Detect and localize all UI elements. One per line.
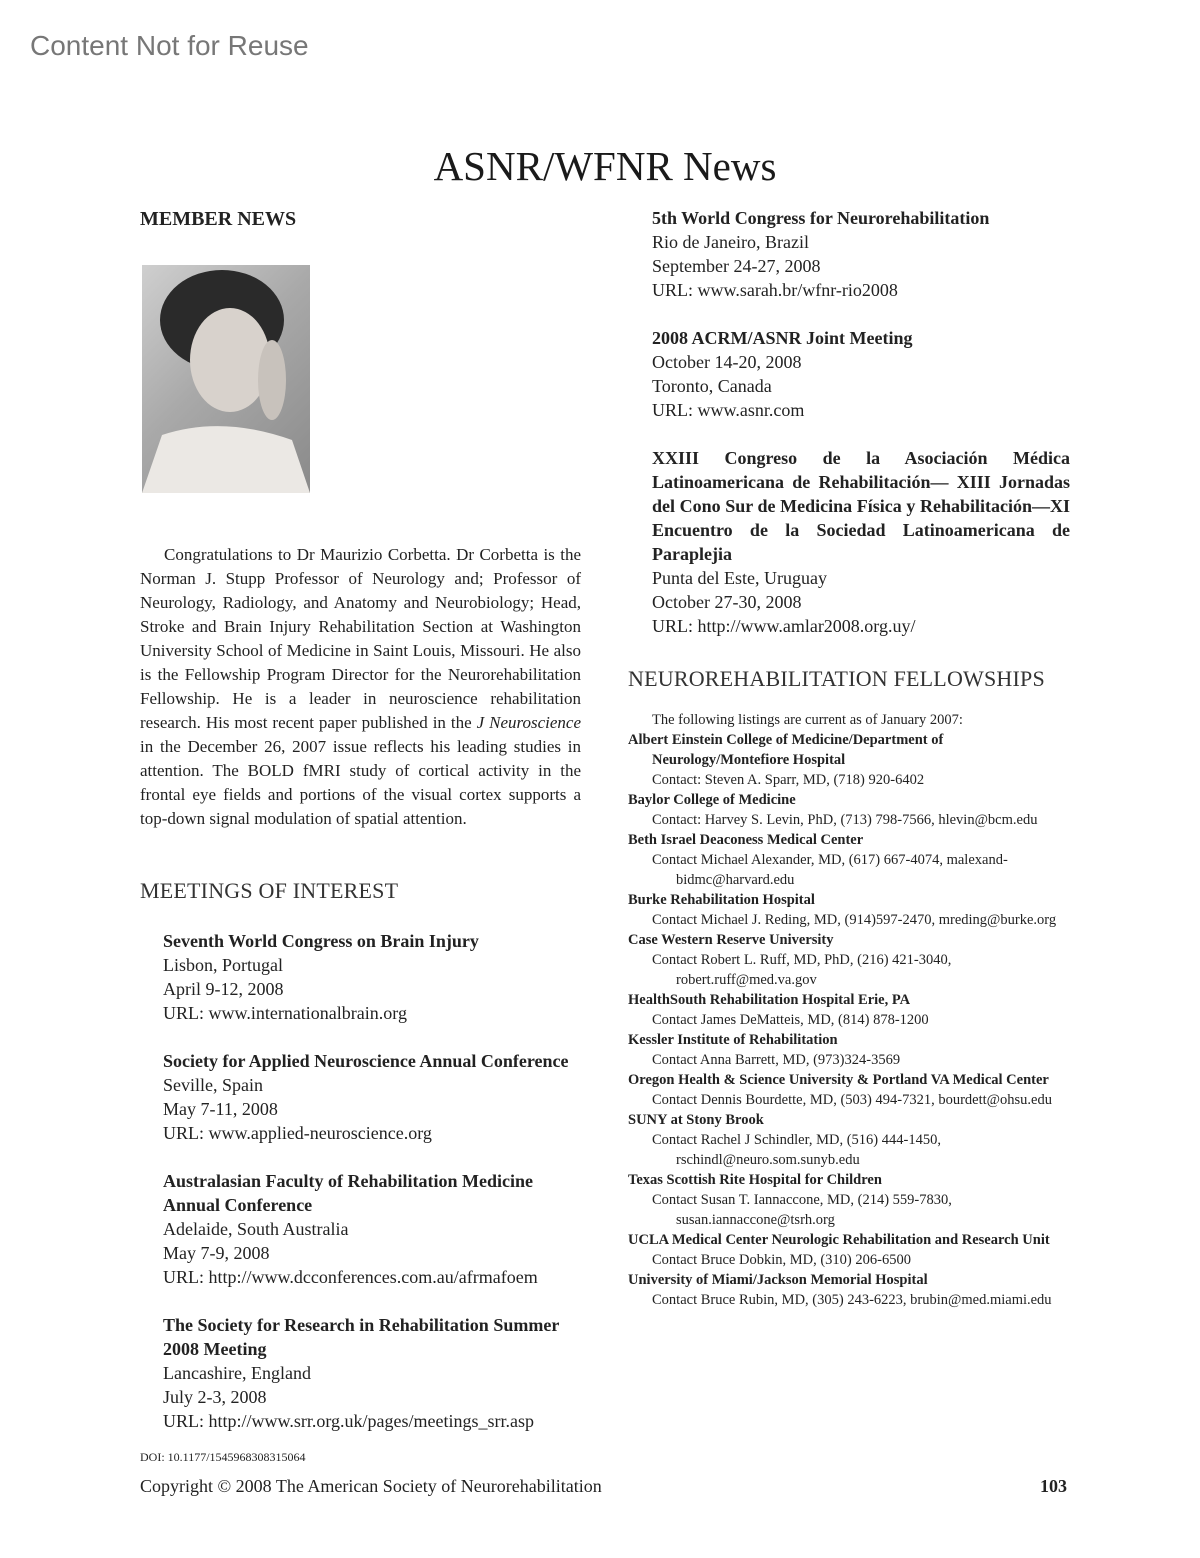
fellowship-contact: Contact Anna Barrett, MD, (973)324-3569	[652, 1052, 901, 1068]
fellowship-org: HealthSouth Rehabilitation Hospital Erie, PA	[628, 992, 911, 1008]
fellowship-contact: Contact Rachel J Schindler, MD, (516) 444-1450, rschindl@neuro.som.sunyb.edu	[652, 1132, 941, 1168]
meeting-place: Rio de Janeiro, Brazil	[652, 232, 809, 252]
meeting-date: Toronto, Canada	[652, 376, 772, 396]
fellowship-contact: Contact: Harvey S. Levin, PhD, (713) 798-7566, hlevin@bcm.edu	[652, 812, 1038, 828]
fellowship-item	[628, 730, 1078, 790]
doi: DOI: 10.1177/1545968308315064	[140, 1450, 306, 1464]
meeting-item	[652, 326, 1070, 422]
fellowship-item	[628, 1030, 1078, 1070]
meeting-name: Seventh World Congress on Brain Injury	[163, 931, 479, 951]
fellowship-org: Baylor College of Medicine	[628, 792, 796, 808]
meeting-name: The Society for Research in Rehabilitation Summer 2008 Meeting	[163, 1315, 559, 1359]
meeting-date: May 7-11, 2008	[163, 1099, 278, 1119]
meeting-item	[652, 446, 1070, 638]
fellowship-item	[628, 830, 1078, 890]
portrait-image	[142, 265, 310, 493]
meetings-list-left	[163, 929, 581, 1457]
meeting-item	[163, 1169, 581, 1289]
fellowship-item	[628, 790, 1078, 830]
page-number: 103	[1040, 1476, 1067, 1496]
fellowships-heading: NEUROREHABILITATION FELLOWSHIPS	[628, 666, 1045, 691]
member-news-heading: MEMBER NEWS	[140, 208, 297, 230]
meeting-name: Society for Applied Neuroscience Annual Conference	[163, 1051, 569, 1071]
meeting-url: URL: www.internationalbrain.org	[163, 1003, 407, 1023]
fellowship-contact: Contact James DeMatteis, MD, (814) 878-1200	[652, 1012, 929, 1028]
fellowship-item	[628, 890, 1078, 930]
meeting-name: Australasian Faculty of Rehabilitation Medicine Annual Conference	[163, 1171, 533, 1215]
meeting-url: URL: http://www.amlar2008.org.uy/	[652, 616, 916, 636]
fellowship-contact: Contact Bruce Rubin, MD, (305) 243-6223, brubin@med.miami.edu	[652, 1292, 1052, 1308]
watermark: Content Not for Reuse	[30, 30, 309, 61]
fellowship-item	[628, 1110, 1078, 1170]
fellowships-list	[628, 710, 1078, 1310]
fellowship-item	[628, 1070, 1078, 1110]
fellowship-org: Beth Israel Deaconess Medical Center	[628, 832, 864, 848]
meeting-date: October 27-30, 2008	[652, 592, 802, 612]
fellowship-org: Case Western Reserve University	[628, 932, 834, 948]
meeting-item	[652, 206, 1070, 302]
meeting-place: October 14-20, 2008	[652, 352, 802, 372]
fellowship-org: UCLA Medical Center Neurologic Rehabilitation and Research Unit	[628, 1232, 1050, 1248]
meeting-date: April 9-12, 2008	[163, 979, 284, 999]
fellowship-org: Oregon Health & Science University & Portland VA Medical Center	[628, 1072, 1049, 1088]
page-title: ASNR/WFNR News	[433, 143, 777, 189]
meeting-url: URL: www.sarah.br/wfnr-rio2008	[652, 280, 898, 300]
paragraph-text: in the December 26, 2007 issue reflects his leading studies in attention. The BOLD fMRI study of cortical activity in the frontal eye fields and portions of the visual cortex supports a top-down signal modulation of spatial attention.	[140, 737, 581, 828]
meeting-place: Seville, Spain	[163, 1075, 263, 1095]
meeting-item	[163, 1313, 581, 1433]
fellowship-contact: Contact Dennis Bourdette, MD, (503) 494-7321, bourdett@ohsu.edu	[652, 1092, 1052, 1108]
meeting-date: May 7-9, 2008	[163, 1243, 270, 1263]
meeting-item	[163, 1049, 581, 1145]
meeting-url: URL: www.asnr.com	[652, 400, 805, 420]
copyright: Copyright © 2008 The American Society of Neurorehabilitation	[140, 1476, 602, 1496]
fellowship-contact: Contact Robert L. Ruff, MD, PhD, (216) 421-3040, robert.ruff@med.va.gov	[652, 952, 952, 988]
fellowship-item	[628, 1170, 1078, 1230]
meeting-place: Lancashire, England	[163, 1363, 311, 1383]
meeting-url: URL: www.applied-neuroscience.org	[163, 1123, 432, 1143]
meeting-name: 2008 ACRM/ASNR Joint Meeting	[652, 328, 913, 348]
fellowship-org: Albert Einstein College of Medicine/Department of Neurology/Montefiore Hospital	[628, 732, 944, 768]
fellowship-org: Burke Rehabilitation Hospital	[628, 892, 815, 908]
journal-name: J Neuroscience	[476, 713, 582, 732]
fellowship-contact: Contact Bruce Dobkin, MD, (310) 206-6500	[652, 1252, 911, 1268]
fellowship-item	[628, 930, 1078, 990]
paragraph-text: Congratulations to Dr Maurizio Corbetta. Dr Corbetta is the Norman J. Stupp Professor of Neurology and; Professor of Neurology, Radiology, and Anatomy and Neurobiology; Head, Stroke and Brain Injury Rehabilitation Section at Washington University School of Medicine in Saint Louis, Missouri. He also is the Fellowship Program Director for the Neurorehabilitation Fellowship. He is a leader in neuroscience rehabilitation research. His most recent paper published in the	[140, 545, 581, 732]
fellowship-contact: Contact Susan T. Iannaccone, MD, (214) 559-7830, susan.iannaccone@tsrh.org	[652, 1192, 952, 1228]
meeting-url: URL: http://www.dcconferences.com.au/afrmafoem	[163, 1267, 538, 1287]
portrait-photo	[142, 265, 310, 493]
meeting-place: Adelaide, South Australia	[163, 1219, 349, 1239]
meetings-heading: MEETINGS OF INTEREST	[140, 878, 399, 903]
member-news-paragraph	[140, 543, 581, 831]
fellowship-item	[628, 990, 1078, 1030]
fellowship-contact: Contact Michael J. Reding, MD, (914)597-2470, mreding@burke.org	[652, 912, 1057, 928]
fellowships-intro: The following listings are current as of January 2007:	[652, 712, 963, 728]
fellowship-org: Texas Scottish Rite Hospital for Children	[628, 1172, 882, 1188]
meeting-url: URL: http://www.srr.org.uk/pages/meetings_srr.asp	[163, 1411, 534, 1431]
fellowship-org: SUNY at Stony Brook	[628, 1112, 764, 1128]
fellowship-org: University of Miami/Jackson Memorial Hospital	[628, 1272, 928, 1288]
meeting-place: Punta del Este, Uruguay	[652, 568, 827, 588]
fellowship-org: Kessler Institute of Rehabilitation	[628, 1032, 838, 1048]
meeting-date: September 24-27, 2008	[652, 256, 821, 276]
meetings-list-right	[652, 206, 1070, 662]
fellowship-item	[628, 1270, 1078, 1310]
meeting-date: July 2-3, 2008	[163, 1387, 267, 1407]
meeting-item	[163, 929, 581, 1025]
fellowship-contact: Contact Michael Alexander, MD, (617) 667-4074, malexand-bidmc@harvard.edu	[652, 852, 1008, 888]
meeting-place: Lisbon, Portugal	[163, 955, 283, 975]
meeting-name: 5th World Congress for Neurorehabilitation	[652, 208, 990, 228]
fellowship-item	[628, 1230, 1078, 1270]
meeting-name: XXIII Congreso de la Asociación Médica Latinoamericana de Rehabilitación— XIII Jornadas del Cono Sur de Medicina Física y Rehabilitación—XI Encuentro de la Sociedad Latinoamericana de Paraplejia	[652, 448, 1070, 564]
fellowship-contact: Contact: Steven A. Sparr, MD, (718) 920-6402	[652, 772, 925, 788]
